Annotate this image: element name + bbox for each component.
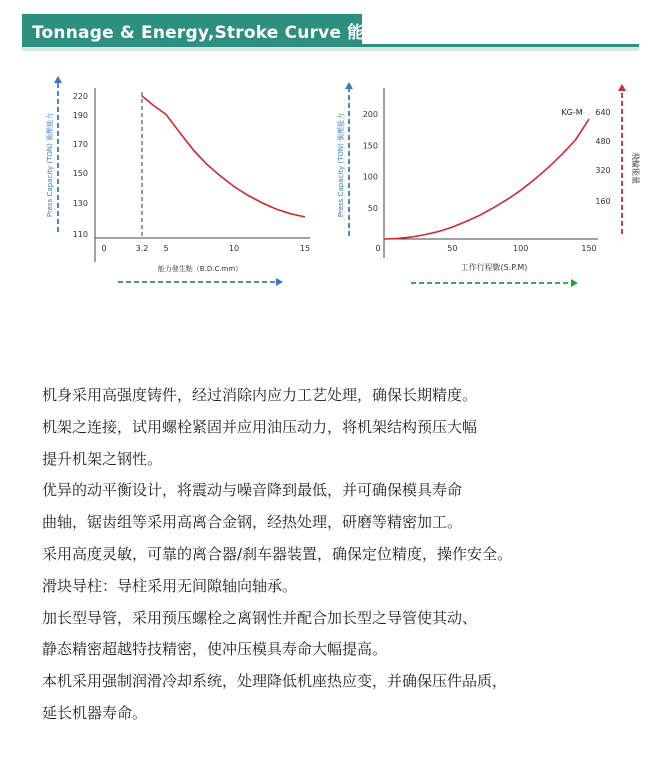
chart2-y2-label: 飛輪能量 [631,152,640,184]
chart1-y-tick: 150 [72,169,88,178]
text-line: 优异的动平衡设计，将震动与噪音降到最低，并可确保模具寿命 [42,481,463,500]
chart1-x-arrow-head [276,278,283,286]
text-line: 曲轴，锯齿组等采用高离合金钢，经热处理，研磨等精密加工。 [42,513,463,532]
text-line: 加长型导管，采用预压螺栓之离钢性并配合加长型之导管使其动、 [42,608,478,627]
chart2-y2-tick: 160 [595,197,611,206]
chart2-y-tick: 200 [362,110,378,119]
chart1-x-label: 能力發生點（B.D.C.mm） [157,265,243,273]
chart1-series-line [142,96,305,217]
chart2-y-tick: 50 [367,203,378,213]
text-line: 静态精密超越特技精密，使冲压模具寿命大幅提高。 [42,640,388,659]
chart2-x-arrow-head [571,279,578,287]
chart2-x-tick: 150 [581,244,597,253]
text-line: 机身采用高强度铸件，经过消除内应力工艺处理，确保长期精度。 [42,386,478,404]
chart2-x-label: 工作行程數(S.P.M) [460,263,528,272]
text-line: 采用高度灵敏，可靠的离合器/刹车器装置，确保定位精度，操作安全。 [42,544,513,563]
chart1-x-tick: 0 [101,244,107,253]
chart2-x-tick: 50 [447,244,458,253]
description-text [42,380,642,730]
chart1-y-arrow-head [54,76,62,83]
chart1-x-tick: 15 [299,244,311,253]
chart1-y-tick: 170 [72,140,88,149]
chart2-y-arrow-head [345,82,353,89]
text-line: 滑块导柱：导柱采用无间隙轴向轴承。 [42,576,298,595]
chart1-y-tick: 190 [72,111,88,120]
chart2-y2-tick: 480 [595,137,611,146]
chart1-y-tick: 220 [72,92,88,101]
chart2-x-tick: 100 [513,244,529,253]
chart1-y-tick: 110 [72,230,88,239]
chart2-y-label: Press Capacity (TON) 衝壓能力 [337,112,345,218]
chart2-y-tick: 100 [362,172,378,182]
text-line: 本机采用强制润滑冷却系统，处理降低机座热应变，并确保压件品质， [42,672,508,691]
text-line: 提升机架之钢性。 [42,449,163,468]
chart1-x-tick: 10 [228,244,240,253]
chart1-y-tick: 130 [72,199,88,208]
text-line: 延长机器寿命。 [42,703,148,722]
chart2-y-tick: 150 [362,141,378,151]
chart2-y2-tick: 640 [595,108,611,117]
chart1-x-tick: 5 [163,244,169,253]
text-line: 机架之连接，试用螺栓紧固并应用油压动力，将机架结构预压大幅 [42,417,478,436]
chart2-x-tick: 0 [375,244,381,253]
chart2-series-line [384,119,589,239]
chart2-y2-arrow-head [618,84,626,91]
chart1-y-label: Press Capacity (TON) 衝壓能力 [46,112,54,218]
chart2-series-label: KG-M [561,108,583,117]
chart2-y2-tick: 320 [595,166,611,175]
chart1-x-tick: 3.2 [135,244,149,253]
section-title: Tonnage & Energy,Stroke Curve 能力曲线图 [32,23,434,43]
charts-area [0,0,660,300]
